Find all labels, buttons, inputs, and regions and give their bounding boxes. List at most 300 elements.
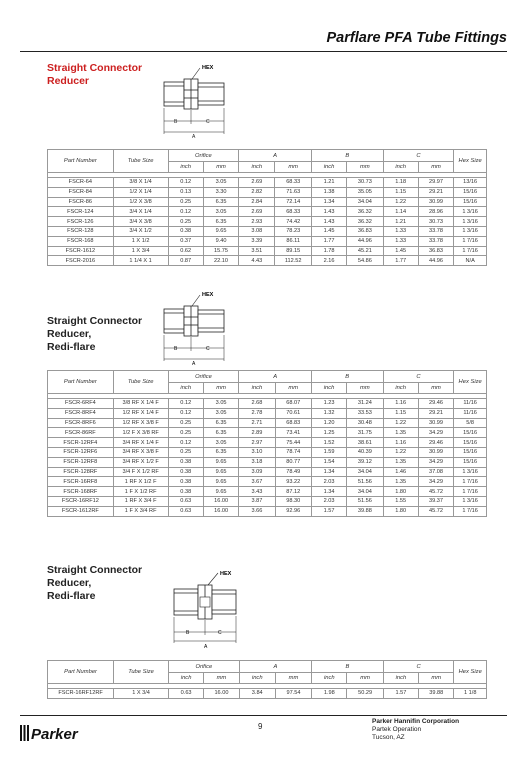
section-title-line: Reducer,: [47, 328, 92, 340]
table-cell: 0.25: [168, 197, 203, 207]
table-cell: 1/2 RF X 1/4 F: [113, 408, 168, 418]
table-cell: 1.77: [311, 236, 346, 246]
header-inch: inch: [383, 383, 418, 394]
table-cell: 16.00: [203, 506, 238, 516]
table-cell: 15.75: [203, 246, 238, 256]
table-cell: 3/4 X 1/2: [113, 226, 168, 236]
table-cell: 3.05: [203, 207, 238, 217]
header-mm: mm: [275, 383, 311, 394]
table-cell: 34.29: [418, 428, 453, 438]
table-cell: 45.72: [418, 506, 453, 516]
table-cell: 39.88: [347, 506, 383, 516]
table-cell: 1 7/16: [454, 236, 487, 246]
table-cell: 1 X 3/4: [113, 246, 168, 256]
table-row: [48, 467, 487, 477]
header-b: B: [311, 371, 383, 383]
table-cell: 1.35: [383, 428, 418, 438]
table-cell: 6.35: [203, 428, 238, 438]
table-cell: 1.15: [383, 408, 418, 418]
table-cell: 3.43: [239, 487, 275, 497]
table-cell: 3.84: [239, 689, 275, 699]
table-cell: 1.18: [383, 178, 418, 188]
table-cell: 72.14: [275, 197, 312, 207]
table-cell: 1 F X 3/4 RF: [113, 506, 168, 516]
table-cell: 30.48: [347, 418, 383, 428]
table-cell: 15/16: [454, 428, 487, 438]
table-cell: 0.12: [168, 438, 203, 448]
table-row: [48, 447, 487, 457]
table-cell: 68.33: [275, 207, 312, 217]
table-cell: 3.30: [203, 187, 238, 197]
logo-text: Parker: [31, 726, 78, 743]
header-mm: mm: [347, 673, 383, 684]
table-cell: 1.23: [311, 399, 346, 409]
header-mm: mm: [275, 673, 311, 684]
table-row: [48, 506, 487, 516]
table-cell: 0.38: [168, 477, 203, 487]
table-cell: 34.04: [347, 467, 383, 477]
table-cell: 1/2 RF X 3/8 F: [113, 418, 168, 428]
table-cell: 1 X 3/4: [114, 689, 169, 699]
table-cell: 1 3/16: [454, 207, 487, 217]
table-cell: 1.25: [311, 428, 346, 438]
table-cell: 36.83: [347, 226, 383, 236]
table-row: [48, 428, 487, 438]
table-cell: 0.12: [168, 399, 203, 409]
header-inch: inch: [311, 162, 346, 173]
page-number: 9: [258, 722, 263, 731]
table-cell: 1.21: [311, 178, 346, 188]
table-cell: 9.65: [203, 457, 238, 467]
table-cell: 35.05: [347, 187, 383, 197]
spec-table-2: [47, 370, 487, 517]
table-cell: 74.42: [275, 217, 312, 227]
header-b: B: [312, 661, 384, 673]
table-cell: 1.59: [311, 447, 346, 457]
table-cell: 1.98: [312, 689, 347, 699]
table-cell: 1 1/8: [454, 689, 487, 699]
header-part-number: Part Number: [48, 150, 114, 173]
table-cell: 45.72: [418, 487, 453, 497]
table-cell: 2.03: [311, 496, 346, 506]
table-row: [48, 689, 487, 699]
table-cell: 2.78: [239, 408, 275, 418]
header-orifice: Orifice: [168, 371, 239, 383]
section-title-1: [47, 62, 142, 88]
table-cell: 97.54: [275, 689, 311, 699]
table-cell: 1.20: [311, 418, 346, 428]
table-cell: 1.21: [383, 217, 418, 227]
table-cell: 0.12: [168, 408, 203, 418]
header-tube-size: Tube Size: [114, 661, 169, 684]
table-cell: 87.12: [275, 487, 311, 497]
header-mm: mm: [203, 383, 238, 394]
table-row: [48, 487, 487, 497]
table-cell: 15/16: [454, 197, 487, 207]
table-cell: N/A: [454, 256, 487, 266]
table-cell: 1.22: [383, 418, 418, 428]
table-row: [48, 207, 487, 217]
table-cell: 3.87: [239, 496, 275, 506]
table-cell: 29.46: [418, 399, 453, 409]
header-a: A: [239, 661, 312, 673]
section-title-line: Straight Connector: [47, 62, 143, 74]
table-cell: FSCR-8RF6: [48, 418, 114, 428]
table-cell: FSCR-12RF8: [48, 457, 114, 467]
header-mm: mm: [347, 162, 383, 173]
table-cell: 3.05: [203, 408, 238, 418]
page-title: Parflare PFA Tube Fittings: [326, 30, 507, 46]
header-inch: inch: [383, 162, 418, 173]
table-cell: 3/4 F X 1/2 RF: [113, 467, 168, 477]
table-cell: 0.63: [168, 506, 203, 516]
table-cell: 0.63: [168, 496, 203, 506]
table-cell: 1 7/16: [454, 506, 487, 516]
table-body: [48, 684, 487, 699]
table-cell: 70.61: [275, 408, 311, 418]
table-cell: 0.38: [168, 457, 203, 467]
company-block: [372, 718, 459, 742]
section-title-line: Straight Connector: [47, 315, 143, 327]
table-cell: 1.55: [383, 496, 418, 506]
header-inch: inch: [239, 673, 275, 684]
dim-b-label: B: [174, 346, 178, 352]
table-cell: 31.75: [347, 428, 383, 438]
table-cell: 11/16: [454, 399, 487, 409]
footer-rule: [20, 715, 507, 716]
table-cell: 1.33: [383, 236, 418, 246]
table-cell: 78.49: [275, 467, 311, 477]
table-cell: 3.05: [203, 438, 238, 448]
table-cell: 3.08: [239, 226, 275, 236]
table-cell: 0.63: [169, 689, 204, 699]
section-title-2: [47, 315, 142, 354]
table-cell: FSCR-2016: [48, 256, 114, 266]
table-cell: 1.43: [311, 217, 346, 227]
header-c: C: [383, 371, 454, 383]
table-cell: 15/16: [454, 447, 487, 457]
table-cell: 1 RF X 3/4 F: [113, 496, 168, 506]
header-mm: mm: [347, 383, 383, 394]
table-cell: 36.83: [418, 246, 453, 256]
parker-logo: [20, 722, 100, 744]
table-cell: 1/2 X 1/4: [113, 187, 168, 197]
table-cell: 2.82: [239, 187, 275, 197]
table-cell: 1.35: [383, 457, 418, 467]
table-cell: 1.45: [383, 246, 418, 256]
dim-c-label: C: [206, 119, 210, 125]
table-cell: 9.65: [203, 226, 238, 236]
table-cell: 3/8 RF X 1/4 F: [113, 399, 168, 409]
table-cell: 29.21: [418, 408, 453, 418]
table-cell: FSCR-86RF: [48, 428, 114, 438]
section-title-line: Redi-flare: [47, 341, 96, 353]
table-cell: 1.45: [311, 226, 346, 236]
table-cell: 1.57: [383, 689, 418, 699]
table-cell: 3.66: [239, 506, 275, 516]
header-inch: inch: [383, 673, 418, 684]
table-cell: 1/2 F X 3/8 RF: [113, 428, 168, 438]
table-cell: 0.12: [168, 178, 203, 188]
table-cell: 0.25: [168, 428, 203, 438]
table-cell: 68.33: [275, 178, 312, 188]
table-cell: 2.69: [239, 207, 275, 217]
table-cell: 1.52: [311, 438, 346, 448]
table-cell: 3/8 X 1/4: [113, 178, 168, 188]
table-cell: 1.16: [383, 399, 418, 409]
table-row: [48, 418, 487, 428]
table-cell: 6.35: [203, 217, 238, 227]
table-row: [48, 236, 487, 246]
table-cell: 28.96: [418, 207, 453, 217]
table-cell: FSCR-124: [48, 207, 114, 217]
header-tube-size: Tube Size: [113, 371, 168, 394]
table-cell: 0.37: [168, 236, 203, 246]
table-cell: 1 7/16: [454, 487, 487, 497]
table-cell: FSCR-12RF6: [48, 447, 114, 457]
dim-a-label: A: [192, 134, 196, 140]
hex-label: HEX: [202, 65, 214, 71]
dim-b-label: B: [174, 119, 178, 125]
table-cell: 1.15: [383, 187, 418, 197]
table-cell: 78.23: [275, 226, 312, 236]
table-cell: 1.35: [383, 477, 418, 487]
header-inch: inch: [239, 162, 275, 173]
table-cell: 1/2 X 3/8: [113, 197, 168, 207]
section-title-line: Redi-flare: [47, 590, 96, 602]
table-cell: 73.41: [275, 428, 311, 438]
table-cell: 44.96: [347, 236, 383, 246]
table-cell: 4.43: [239, 256, 275, 266]
table-cell: FSCR-84: [48, 187, 114, 197]
table-cell: 34.04: [347, 487, 383, 497]
header-c: C: [383, 661, 454, 673]
hex-label: HEX: [202, 292, 214, 298]
header-mm: mm: [419, 673, 454, 684]
header-part-number: Part Number: [48, 371, 114, 394]
table-cell: 3/4 RF X 3/8 F: [113, 447, 168, 457]
table-row: [48, 408, 487, 418]
table-cell: 16.00: [203, 496, 238, 506]
table-cell: 2.03: [311, 477, 346, 487]
company-division: Partek Operation: [372, 726, 422, 733]
table-cell: 3.39: [239, 236, 275, 246]
table-cell: 38.61: [347, 438, 383, 448]
table-cell: 0.62: [168, 246, 203, 256]
spec-table-1: [47, 149, 487, 266]
table-cell: 3/4 X 3/8: [113, 217, 168, 227]
table-cell: FSCR-16RF8: [48, 477, 114, 487]
header-a: A: [239, 150, 312, 162]
table-cell: 71.63: [275, 187, 312, 197]
table-row: [48, 496, 487, 506]
table-row: [48, 178, 487, 188]
table-cell: FSCR-64: [48, 178, 114, 188]
section-title-line: Reducer,: [47, 577, 92, 589]
spec-table-3: [47, 660, 487, 699]
table-cell: 9.65: [203, 477, 238, 487]
table-cell: 5/8: [454, 418, 487, 428]
table-cell: 50.29: [347, 689, 383, 699]
table-row: [48, 256, 487, 266]
table-cell: 44.96: [418, 256, 453, 266]
section-title-3: [47, 564, 142, 603]
table-cell: 39.12: [347, 457, 383, 467]
table-cell: 3/4 RF X 1/2 F: [113, 457, 168, 467]
fitting-drawing-1: [160, 60, 260, 142]
table-cell: 89.15: [275, 246, 312, 256]
dim-b-label: B: [186, 630, 190, 636]
table-cell: 3.10: [239, 447, 275, 457]
table-cell: 1 3/16: [454, 467, 487, 477]
table-cell: 54.86: [347, 256, 383, 266]
table-cell: 51.56: [347, 477, 383, 487]
table-cell: 1.43: [311, 207, 346, 217]
table-cell: 9.40: [203, 236, 238, 246]
table-cell: 0.87: [168, 256, 203, 266]
table-cell: 3.05: [203, 399, 238, 409]
table-cell: 34.29: [418, 457, 453, 467]
table-cell: 51.56: [347, 496, 383, 506]
table-cell: 30.73: [418, 217, 453, 227]
company-name: Parker Hannifin Corporation: [372, 718, 460, 725]
table-cell: 1.80: [383, 506, 418, 516]
table-cell: FSCR-8RF4: [48, 408, 114, 418]
table-cell: 1.54: [311, 457, 346, 467]
table-cell: 30.73: [347, 178, 383, 188]
table-cell: FSCR-1612: [48, 246, 114, 256]
table-cell: 16.00: [204, 689, 239, 699]
hex-label: HEX: [220, 571, 232, 577]
table-cell: 0.38: [168, 467, 203, 477]
fitting-drawing-2: [160, 287, 260, 369]
table-cell: 6.35: [203, 447, 238, 457]
table-cell: 45.21: [347, 246, 383, 256]
table-cell: 15/16: [454, 457, 487, 467]
table-cell: 2.69: [239, 178, 275, 188]
table-row: [48, 399, 487, 409]
table-cell: FSCR-168RF: [48, 487, 114, 497]
table-cell: 3/4 RF X 1/4 F: [113, 438, 168, 448]
table-cell: 3.51: [239, 246, 275, 256]
table-cell: 37.08: [418, 467, 453, 477]
table-cell: 86.11: [275, 236, 312, 246]
table-cell: FSCR-168: [48, 236, 114, 246]
table-cell: FSCR-126: [48, 217, 114, 227]
table-cell: 1.34: [311, 487, 346, 497]
table-cell: 0.38: [168, 487, 203, 497]
table-cell: FSCR-128RF: [48, 467, 114, 477]
table-cell: 15/16: [454, 438, 487, 448]
table-cell: 1 3/16: [454, 496, 487, 506]
table-cell: 34.29: [418, 477, 453, 487]
table-cell: 30.99: [418, 418, 453, 428]
header-hex-size: Hex Size: [454, 661, 487, 684]
table-cell: 30.99: [418, 197, 453, 207]
table-cell: 33.53: [347, 408, 383, 418]
table-cell: 3.18: [239, 457, 275, 467]
table-cell: 0.25: [168, 217, 203, 227]
header-mm: mm: [204, 673, 239, 684]
table-cell: 9.65: [203, 487, 238, 497]
table-row: [48, 187, 487, 197]
table-cell: 36.32: [347, 217, 383, 227]
table-cell: 0.25: [168, 447, 203, 457]
table-cell: 3.67: [239, 477, 275, 487]
table-cell: 3.05: [203, 178, 238, 188]
header-inch: inch: [312, 673, 347, 684]
table-cell: 1 7/16: [454, 246, 487, 256]
table-cell: 0.38: [168, 226, 203, 236]
table-cell: 3.09: [239, 467, 275, 477]
table-cell: 1.38: [311, 187, 346, 197]
header-hex-size: Hex Size: [454, 150, 487, 173]
table-cell: 1.34: [311, 197, 346, 207]
table-cell: 3/4 X 1/4: [113, 207, 168, 217]
table-cell: 29.97: [418, 178, 453, 188]
table-cell: 0.13: [168, 187, 203, 197]
table-cell: 13/16: [454, 178, 487, 188]
header-a: A: [239, 371, 312, 383]
table-cell: 31.24: [347, 399, 383, 409]
header-inch: inch: [311, 383, 346, 394]
table-cell: 92.96: [275, 506, 311, 516]
table-cell: 1 1/4 X 1: [113, 256, 168, 266]
table-cell: 36.32: [347, 207, 383, 217]
table-cell: 2.16: [311, 256, 346, 266]
table-cell: 2.84: [239, 197, 275, 207]
fitting-drawing-3: [170, 567, 270, 649]
table-row: [48, 226, 487, 236]
header-inch: inch: [239, 383, 275, 394]
table-cell: 1 RF X 1/2 F: [113, 477, 168, 487]
table-row: [48, 477, 487, 487]
table-row: [48, 217, 487, 227]
table-cell: 30.99: [418, 447, 453, 457]
table-row: [48, 246, 487, 256]
table-cell: 1.22: [383, 197, 418, 207]
table-cell: 1.80: [383, 487, 418, 497]
header-mm: mm: [418, 162, 453, 173]
header-tube-size: Tube Size: [113, 150, 168, 173]
table-cell: 9.65: [203, 467, 238, 477]
table-cell: FSCR-16RF12: [48, 496, 114, 506]
table-cell: 1 3/16: [454, 226, 487, 236]
header-orifice: Orifice: [169, 661, 240, 673]
table-row: [48, 457, 487, 467]
table-cell: FSCR-12RF4: [48, 438, 114, 448]
table-cell: 2.97: [239, 438, 275, 448]
table-cell: 1 F X 1/2 RF: [113, 487, 168, 497]
table-cell: 39.88: [419, 689, 454, 699]
table-cell: 1.22: [383, 447, 418, 457]
table-cell: 6.35: [203, 197, 238, 207]
dim-c-label: C: [218, 630, 222, 636]
header-inch: inch: [168, 383, 203, 394]
table-cell: 33.78: [418, 236, 453, 246]
table-cell: 112.52: [275, 256, 312, 266]
table-row: [48, 197, 487, 207]
dim-a-label: A: [192, 361, 196, 367]
header-hex-size: Hex Size: [454, 371, 487, 394]
table-cell: 1.14: [383, 207, 418, 217]
table-cell: 75.44: [275, 438, 311, 448]
table-body: [48, 394, 487, 517]
header-mm: mm: [418, 383, 453, 394]
table-cell: FSCR-16RF12RF: [48, 689, 114, 699]
header-c: C: [383, 150, 454, 162]
header-mm: mm: [203, 162, 238, 173]
